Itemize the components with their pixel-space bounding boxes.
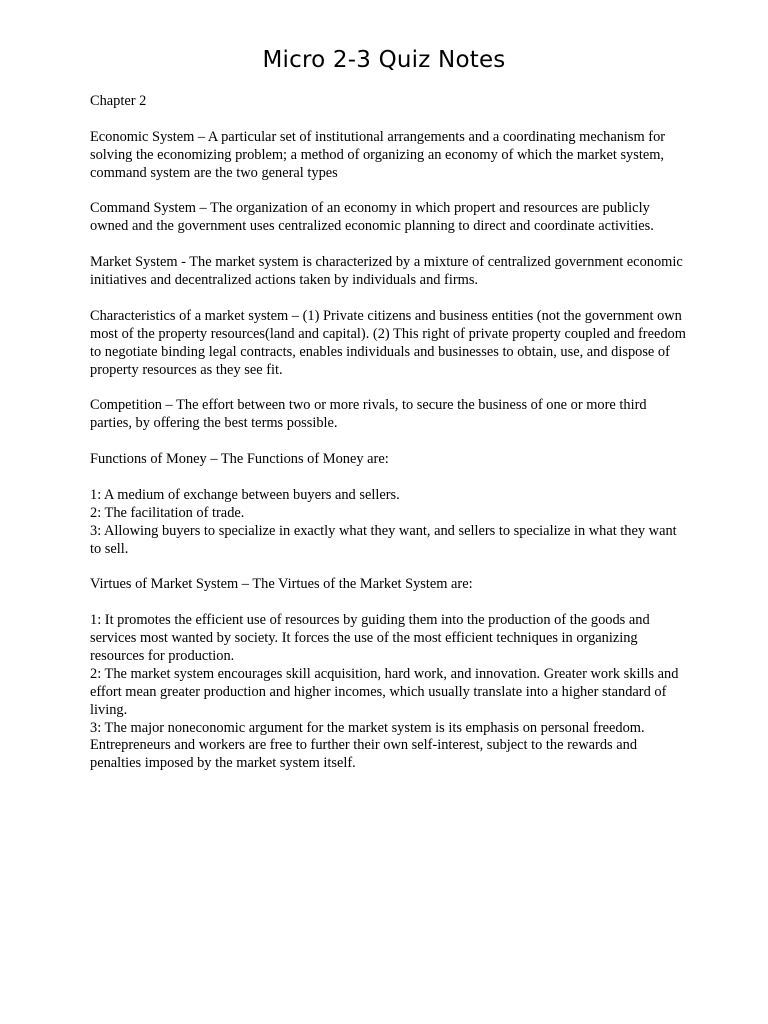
functions-heading: Functions of Money – The Functions of Money are: xyxy=(90,451,389,468)
list-item: 1: It promotes the efficient use of resources by guiding them into the production of the goods and services most wanted by society. It forces the use of the most efficient techniques in organizing resources for production. xyxy=(90,612,650,664)
list-item: 3: The major noneconomic argument for the market system is its emphasis on personal freedom. Entrepreneurs and workers are free to further their own self-interest, subject to the rewards and penalties imposed by the market system itself. xyxy=(90,719,645,772)
list-item: 1: A medium of exchange between buyers and sellers. xyxy=(90,486,400,503)
definition-competition: Competition – The effort between two or more rivals, to secure the business of one or more third parties, by offering the best terms possible. xyxy=(90,397,647,432)
document-title: Micro 2-3 Quiz Notes xyxy=(262,47,506,73)
definition-command-system: Command System – The organization of an economy in which propert and resources are publicly owned and the government uses centralized economic planning to direct and coordinate activities. xyxy=(90,200,654,235)
list-item: 2: The market system encourages skill acquisition, hard work, and innovation. Greater work skills and effort mean greater production and higher incomes, which usually translate into a higher standard of living. xyxy=(90,665,679,718)
functions-list xyxy=(90,487,690,559)
definition-economic-system: Economic System – A particular set of institutional arrangements and a coordinating mechanism for solving the economizing problem; a method of organizing an economy of which the market system, command system are the two general types xyxy=(90,128,666,181)
list-item: 3: Allowing buyers to specialize in exactly what they want, and sellers to specialize in what they want to sell. xyxy=(90,522,677,557)
list-item: 2: The facilitation of trade. xyxy=(90,504,245,521)
definition-characteristics: Characteristics of a market system – (1) Private citizens and business entities (not the government own most of the property resources(land and capital). (2) This right of private property coupled and freedom to negotiate binding legal contracts, enables individuals and businesses to obtain, use, and dispose of property resources as they see fit. xyxy=(90,307,686,378)
definition-market-system: Market System - The market system is characterized by a mixture of centralized government economic initiatives and decentralized actions taken by individuals and firms. xyxy=(90,254,683,289)
chapter-heading: Chapter 2 xyxy=(90,93,147,109)
virtues-list xyxy=(90,612,690,773)
document-body xyxy=(90,93,690,773)
virtues-heading: Virtues of Market System – The Virtues of the Market System are: xyxy=(90,576,473,593)
